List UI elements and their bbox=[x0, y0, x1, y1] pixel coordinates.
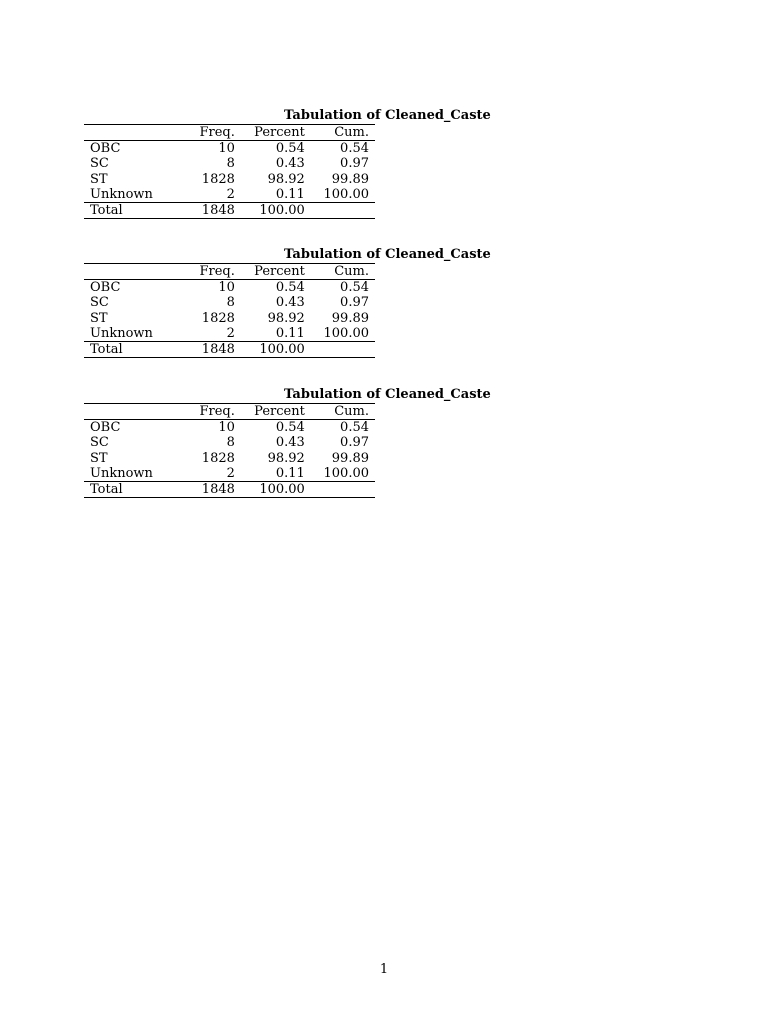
row-freq: 10 bbox=[218, 420, 235, 436]
row-freq: 2 bbox=[226, 465, 235, 481]
total-cum bbox=[311, 342, 375, 358]
table-row bbox=[84, 295, 375, 310]
total-freq: 1848 bbox=[188, 482, 241, 498]
row-cum: 0.97 bbox=[340, 295, 369, 311]
row-percent: 98.92 bbox=[267, 310, 305, 326]
row-percent: 0.43 bbox=[275, 156, 305, 172]
row-freq: 8 bbox=[226, 435, 235, 451]
row-cum: 0.54 bbox=[340, 280, 369, 296]
row-cum: 100.00 bbox=[323, 325, 369, 341]
table-row bbox=[84, 141, 375, 157]
header-percent: Percent bbox=[241, 125, 311, 141]
row-percent: 0.54 bbox=[275, 420, 305, 436]
header-percent: Percent bbox=[241, 264, 311, 280]
row-cum: 100.00 bbox=[323, 465, 369, 481]
total-cum bbox=[311, 482, 375, 498]
table-row bbox=[84, 466, 375, 482]
table-title: Tabulation of Cleaned_Caste bbox=[284, 387, 491, 402]
row-percent: 0.43 bbox=[275, 295, 305, 311]
row-cum: 0.97 bbox=[340, 435, 369, 451]
total-row bbox=[84, 342, 375, 358]
row-percent: 0.11 bbox=[275, 186, 305, 202]
row-freq: 10 bbox=[218, 141, 235, 157]
row-label: ST bbox=[90, 310, 108, 326]
header-percent: Percent bbox=[241, 404, 311, 420]
row-freq: 1828 bbox=[201, 450, 235, 466]
header-row bbox=[84, 264, 375, 280]
table-row bbox=[84, 187, 375, 203]
row-cum: 0.97 bbox=[340, 156, 369, 172]
header-label bbox=[84, 264, 188, 280]
total-label: Total bbox=[84, 482, 188, 498]
row-cum: 100.00 bbox=[323, 186, 369, 202]
row-cum: 99.89 bbox=[331, 450, 369, 466]
row-freq: 10 bbox=[218, 280, 235, 296]
row-percent: 0.11 bbox=[275, 325, 305, 341]
header-cum: Cum. bbox=[311, 264, 375, 280]
row-label: Unknown bbox=[90, 465, 153, 481]
row-label: ST bbox=[90, 171, 108, 187]
table-row bbox=[84, 451, 375, 466]
total-cum bbox=[311, 203, 375, 219]
total-freq: 1848 bbox=[188, 342, 241, 358]
total-label: Total bbox=[84, 342, 188, 358]
table-row bbox=[84, 420, 375, 436]
frequency-table bbox=[84, 124, 375, 219]
row-cum: 99.89 bbox=[331, 310, 369, 326]
row-freq: 8 bbox=[226, 156, 235, 172]
header-freq: Freq. bbox=[188, 264, 241, 280]
header-freq: Freq. bbox=[188, 125, 241, 141]
page-number: 1 bbox=[379, 962, 389, 977]
row-freq: 8 bbox=[226, 295, 235, 311]
header-label bbox=[84, 125, 188, 141]
total-percent: 100.00 bbox=[241, 342, 311, 358]
total-row bbox=[84, 482, 375, 498]
table-row bbox=[84, 311, 375, 326]
table-title: Tabulation of Cleaned_Caste bbox=[284, 247, 491, 262]
row-percent: 0.54 bbox=[275, 280, 305, 296]
total-percent: 100.00 bbox=[241, 482, 311, 498]
row-label: Unknown bbox=[90, 325, 153, 341]
table-row bbox=[84, 326, 375, 342]
header-row bbox=[84, 404, 375, 420]
total-freq: 1848 bbox=[188, 203, 241, 219]
frequency-table bbox=[84, 403, 375, 498]
row-label: SC bbox=[90, 435, 109, 451]
table-row bbox=[84, 156, 375, 171]
total-label: Total bbox=[84, 203, 188, 219]
row-cum: 0.54 bbox=[340, 141, 369, 157]
row-freq: 2 bbox=[226, 325, 235, 341]
row-freq: 1828 bbox=[201, 171, 235, 187]
header-freq: Freq. bbox=[188, 404, 241, 420]
header-cum: Cum. bbox=[311, 125, 375, 141]
table-row bbox=[84, 280, 375, 296]
table-row bbox=[84, 435, 375, 450]
header-cum: Cum. bbox=[311, 404, 375, 420]
row-label: OBC bbox=[90, 141, 121, 157]
row-percent: 98.92 bbox=[267, 450, 305, 466]
row-percent: 0.54 bbox=[275, 141, 305, 157]
row-percent: 98.92 bbox=[267, 171, 305, 187]
total-percent: 100.00 bbox=[241, 203, 311, 219]
row-cum: 99.89 bbox=[331, 171, 369, 187]
header-row bbox=[84, 125, 375, 141]
total-row bbox=[84, 203, 375, 219]
row-label: OBC bbox=[90, 420, 121, 436]
row-cum: 0.54 bbox=[340, 420, 369, 436]
row-freq: 2 bbox=[226, 186, 235, 202]
row-percent: 0.43 bbox=[275, 435, 305, 451]
row-label: ST bbox=[90, 450, 108, 466]
table-row bbox=[84, 172, 375, 187]
row-label: SC bbox=[90, 295, 109, 311]
row-label: Unknown bbox=[90, 186, 153, 202]
frequency-table bbox=[84, 263, 375, 358]
table-title: Tabulation of Cleaned_Caste bbox=[284, 108, 491, 123]
header-label bbox=[84, 404, 188, 420]
row-label: OBC bbox=[90, 280, 121, 296]
row-label: SC bbox=[90, 156, 109, 172]
row-freq: 1828 bbox=[201, 310, 235, 326]
row-percent: 0.11 bbox=[275, 465, 305, 481]
